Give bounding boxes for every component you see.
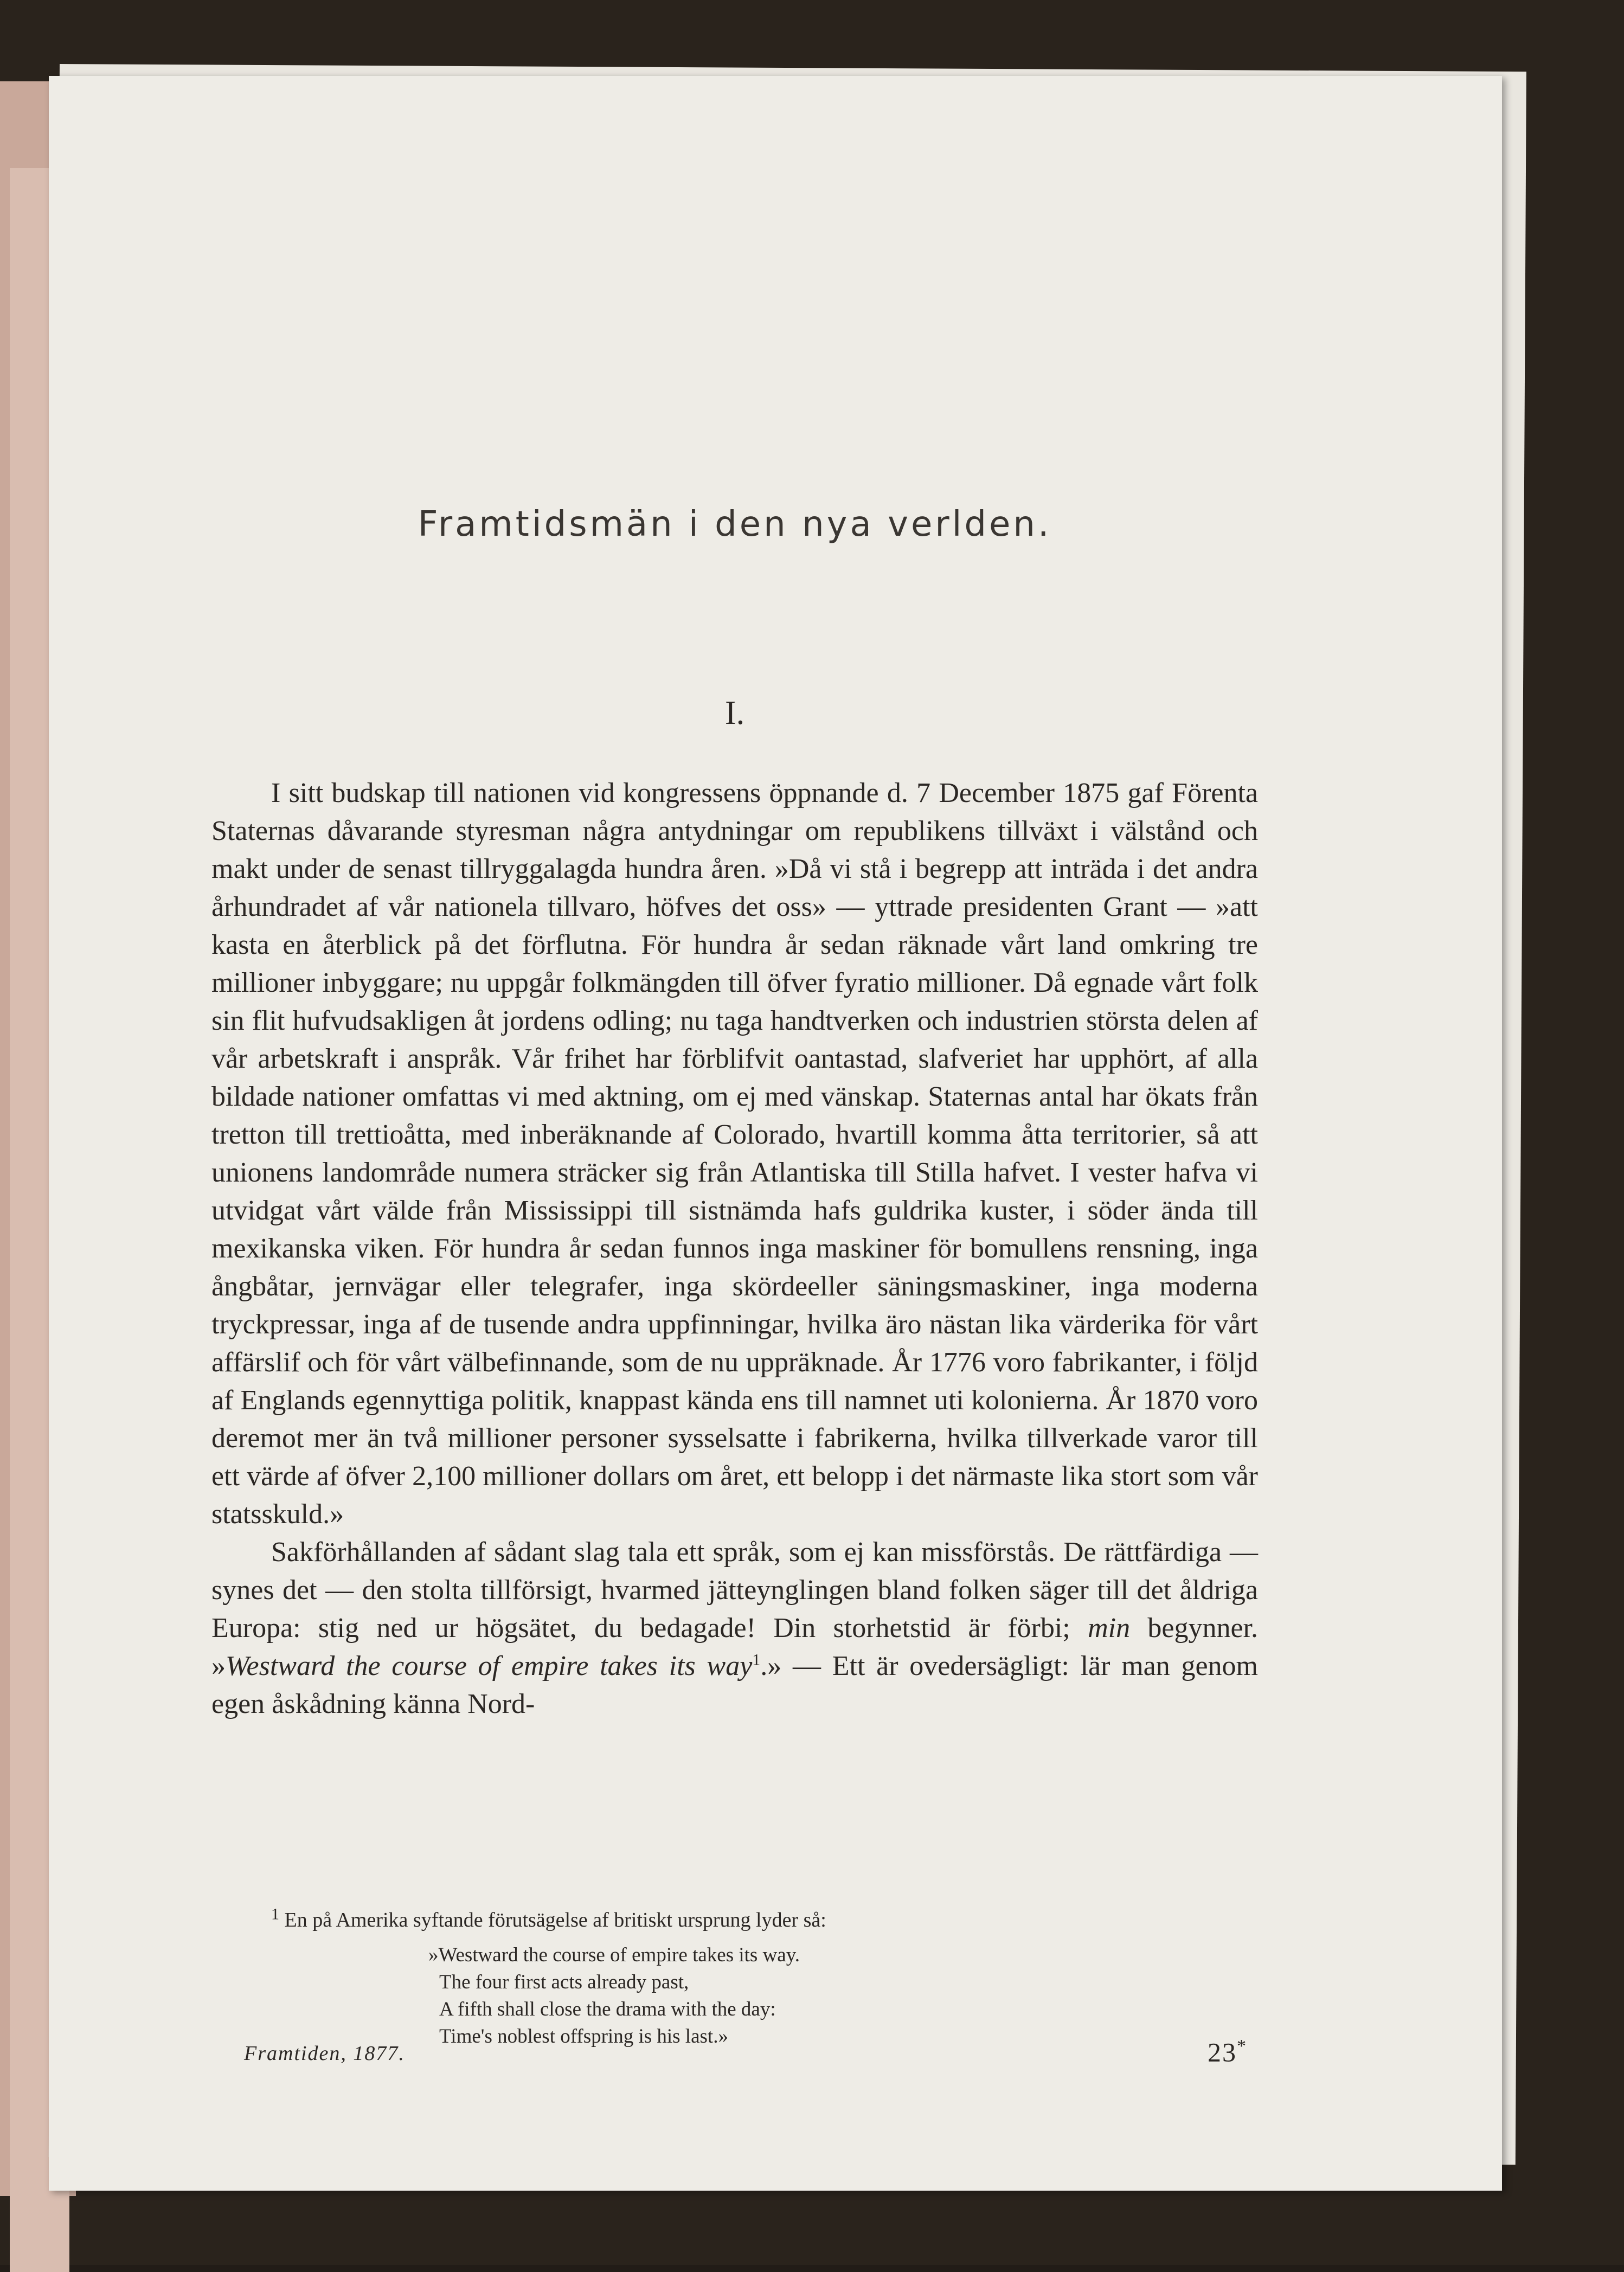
document-page [49, 76, 1502, 2191]
footnote-text: En på Amerika syftande förutsägelse af britiskt ursprung lyder så: [284, 1909, 826, 1931]
paragraph-2-part-1: Sakförhållanden af sådant slag tala ett språk, som ej kan missförstås. De rättfärdiga — synes det — den stolta tillförsigt, hvarmed jätteynglingen bland folken säger till det åldriga Europa: stig ned ur högsätet, du bedagade! Din storhetstid är förbi; [211, 1537, 1258, 1644]
paragraph-2-part-2: begynner. » [211, 1613, 1258, 1681]
paragraph-2-italic-min: min [1088, 1613, 1131, 1644]
footer-signature-mark: * [1237, 2036, 1247, 2056]
bleed-through-texture [222, 260, 1328, 302]
footnote-reference: 1 [752, 1651, 761, 1669]
section-number: I. [724, 695, 745, 731]
body-text [211, 774, 1258, 1723]
footnote-1 [211, 1906, 1258, 1934]
footnote-verse [428, 1942, 1258, 2050]
article-title: Framtidsmän i den nya verlden. [418, 504, 1052, 544]
paragraph-1: I sitt budskap till nationen vid kongressens öppnande d. 7 December 1875 gaf Förenta Staternas dåvarande styresman några antydningar om republikens tillväxt i välstånd och makt under de senast tillryggalagda hundra åren. »Då vi stå i begrepp att inträda i det andra århundradet af vår nationela tillvaro, höfves det oss» — yttrade presidenten Grant — »att kasta en återblick på det förflutna. För hundra år sedan räknade vårt land omkring tre millioner inbyggare; nu uppgår folkmängden till öfver fyratio millioner. Då egnade vårt folk sin flit hufvudsakligen åt jordens odling; nu taga handtverken och industrien största delen af vår arbetskraft i anspråk. Vår frihet har förblifvit oantastad, slafveriet har upphört, af alla bildade nationer omfattas vi med aktning, om ej med vänskap. Staternas antal har ökats från tretton till trettioåtta, med inberäknande af Colorado, hvartill komma åtta territorier, så att unionens landområde numera sträcker sig från Atlantiska till Stilla hafvet. I vester hafva vi utvidgat vårt välde från Mississippi till sistnämda hafs guldrika kuster, i söder ända till mexikanska viken. För hundra år sedan funnos inga maskiner för bomullens rensning, inga ångbåtar, jernvägar eller telegrafer, inga skördeeller säningsmaskiner, inga moderna tryckpressar, inga af de tusende andra uppfinningar, hvilka äro nästan lika värderika för vårt affärslif och för vårt välbefinnande, som de nu uppräknade. År 1776 voro fabrikanter, i följd af Englands egennyttiga politik, knappast kända ens till namnet uti kolonierna. År 1870 voro deremot mer än två millioner personer sysselsatte i fabrikerna, hvilka tillverkade varor till ett värde af öfver 2,100 millioner dollars om året, ett belopp i det närmaste lika stort som vår statsskuld.» [211, 778, 1258, 1530]
verse-line-4: Time's noblest offspring is his last.» [439, 2025, 728, 2048]
paragraph-2-part-3: .» — Ett är ovedersägligt: lär man genom egen åskådning känna Nord- [211, 1651, 1258, 1719]
footer-signature-number: 23 [1208, 2037, 1237, 2068]
footnotes [211, 1906, 1258, 2050]
footnote-mark: 1 [271, 1905, 279, 1923]
verse-line-1: »Westward the course of empire takes its way. [428, 1944, 800, 1966]
paragraph-2 [211, 1533, 1258, 1723]
paragraph-2-italic-quote: Westward the course of empire takes its way [226, 1651, 753, 1681]
verse-line-3: A fifth shall close the drama with the day: [439, 1998, 776, 2020]
footer-journal-name: Framtiden, 1877. [244, 2042, 405, 2065]
footer-signature [1208, 2036, 1247, 2068]
verse-line-2: The four first acts already past, [439, 1971, 689, 1993]
